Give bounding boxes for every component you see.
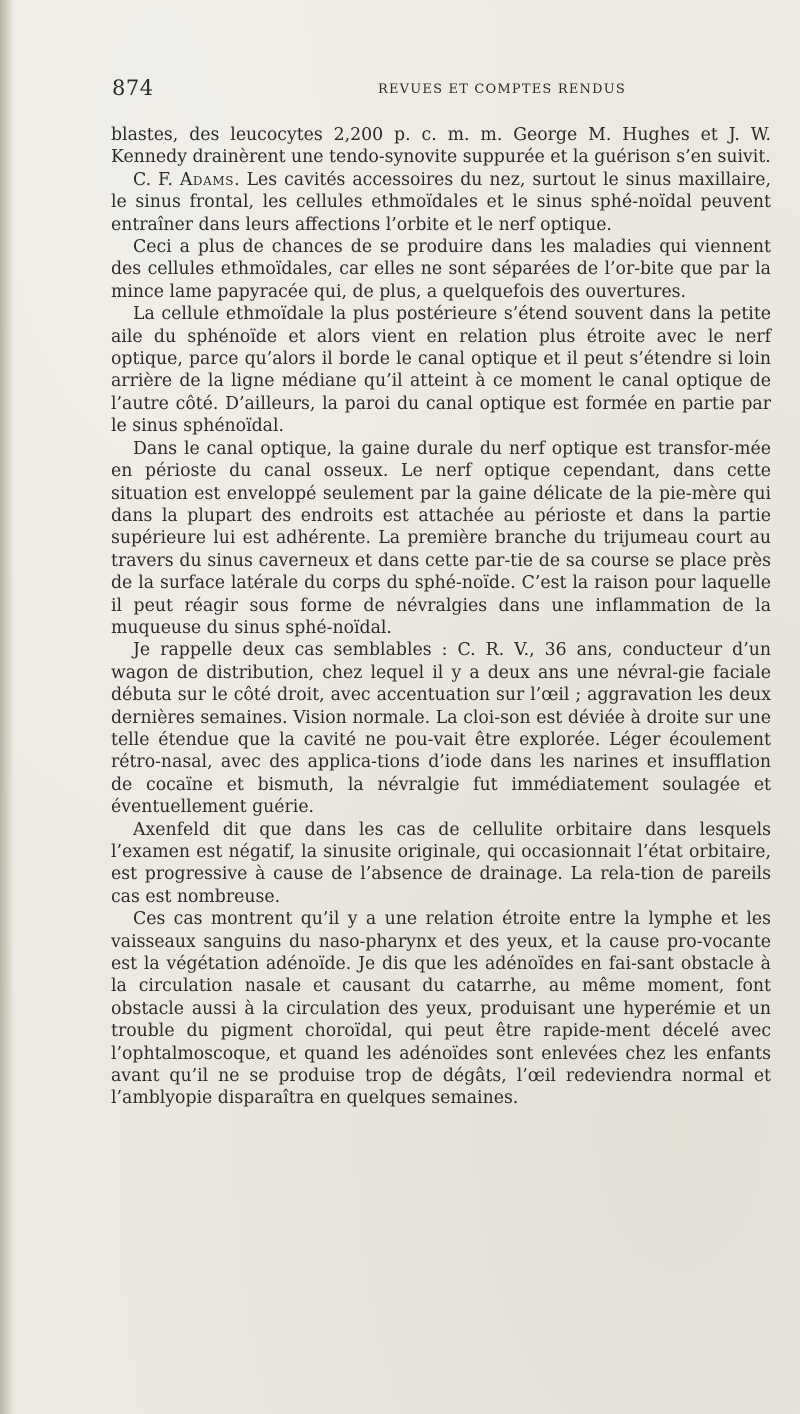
paragraph-2	[111, 169, 771, 236]
running-head: REVUES ET COMPTES RENDUS	[377, 82, 627, 97]
page-header	[112, 76, 792, 102]
paragraph-6: Je rappelle deux cas semblables : C. R. V., 36 ans, conducteur d’un wagon de distribution, chez lequel il y a deux ans une névral-gie faciale débuta sur le côté droit, avec accentuation sur l’œil ; aggravation les deux dernières semaines. Vision normale. La cloi-son est déviée à droite sur une telle étendue que la cavité ne pou-vait être explorée. Léger écoulement rétro-nasal, avec des applica-tions d’iode dans les narines et insufflation de cocaïne et bismuth, la névralgie fut immédiatement soulagée et éventuellement guérie.	[111, 640, 771, 818]
paragraph-1: blastes, des leucocytes 2,200 p. c. m. m. George M. Hughes et J. W. Kennedy drainèrent une tendo-synovite suppurée et la guérison s’en suivit.	[111, 125, 771, 168]
paragraph-4: La cellule ethmoïdale la plus postérieure s’étend souvent dans la petite aile du sphénoïde et alors vient en relation plus étroite avec le nerf optique, parce qu’alors il borde le canal optique et il peut s’étendre si loin arrière de la ligne médiane qu’il atteint à ce moment le canal optique de l’autre côté. D’ailleurs, la paroi du canal optique est formée en partie par le sinus sphénoïdal.	[111, 304, 771, 437]
author-name: Adams	[179, 169, 235, 190]
paragraph-2-text: . Les cavités accessoires du nez, surtout le sinus maxillaire, le sinus frontal, les cellules ethmoïdales et le sinus sphé-noïdal peuvent entraîner dans leurs affections l’orbite et le nerf optique.	[111, 169, 771, 235]
page-gutter-shadow	[0, 0, 14, 1414]
paragraph-8: Ces cas montrent qu’il y a une relation étroite entre la lymphe et les vaisseaux sanguins du naso-pharynx et des yeux, et la cause pro-vocante est la végétation adénoïde. Je dis que les adénoïdes en fai-sant obstacle à la circulation nasale et causant du catarrhe, au même moment, font obstacle aussi à la circulation des yeux, produisant une hyperémie et un trouble du pigment choroïdal, qui peut être rapide-ment décelé avec l’ophtalmoscoque, et quand les adénoïdes sont enlevées chez les enfants avant qu’il ne se produise trop de dégâts, l’œil redeviendra normal et l’amblyopie disparaîtra en quelques semaines.	[111, 909, 771, 1109]
author-initials: C. F.	[133, 169, 173, 190]
paragraph-3: Ceci a plus de chances de se produire dans les maladies qui viennent des cellules ethmoïdales, car elles ne sont séparées de l’or-bite que par la mince lame papyracée qui, de plus, a quelquefois des ouvertures.	[111, 237, 771, 302]
article-body	[111, 124, 771, 1110]
paragraph-5: Dans le canal optique, la gaine durale du nerf optique est transfor-mée en périoste du canal osseux. Le nerf optique cependant, dans cette situation est enveloppé seulement par la gaine délicate de la pie-mère qui dans la plupart des endroits est attachée au périoste et dans la partie supérieure lui est adhérente. La première branche du trijumeau court au travers du sinus caverneux et dans cette par-tie de sa course se place près de la surface latérale du corps du sphé-noïde. C’est la raison pour laquelle il peut réagir sous forme de névralgies dans une inflammation de la muqueuse du sinus sphé-noïdal.	[111, 438, 771, 638]
page-number: 874	[112, 76, 154, 100]
paragraph-7: Axenfeld dit que dans les cas de cellulite orbitaire dans lesquels l’examen est négatif, la sinusite originale, qui occasionnait l’état orbitaire, est progressive à cause de l’absence de drainage. La rela-tion de pareils cas est nombreuse.	[111, 819, 771, 907]
